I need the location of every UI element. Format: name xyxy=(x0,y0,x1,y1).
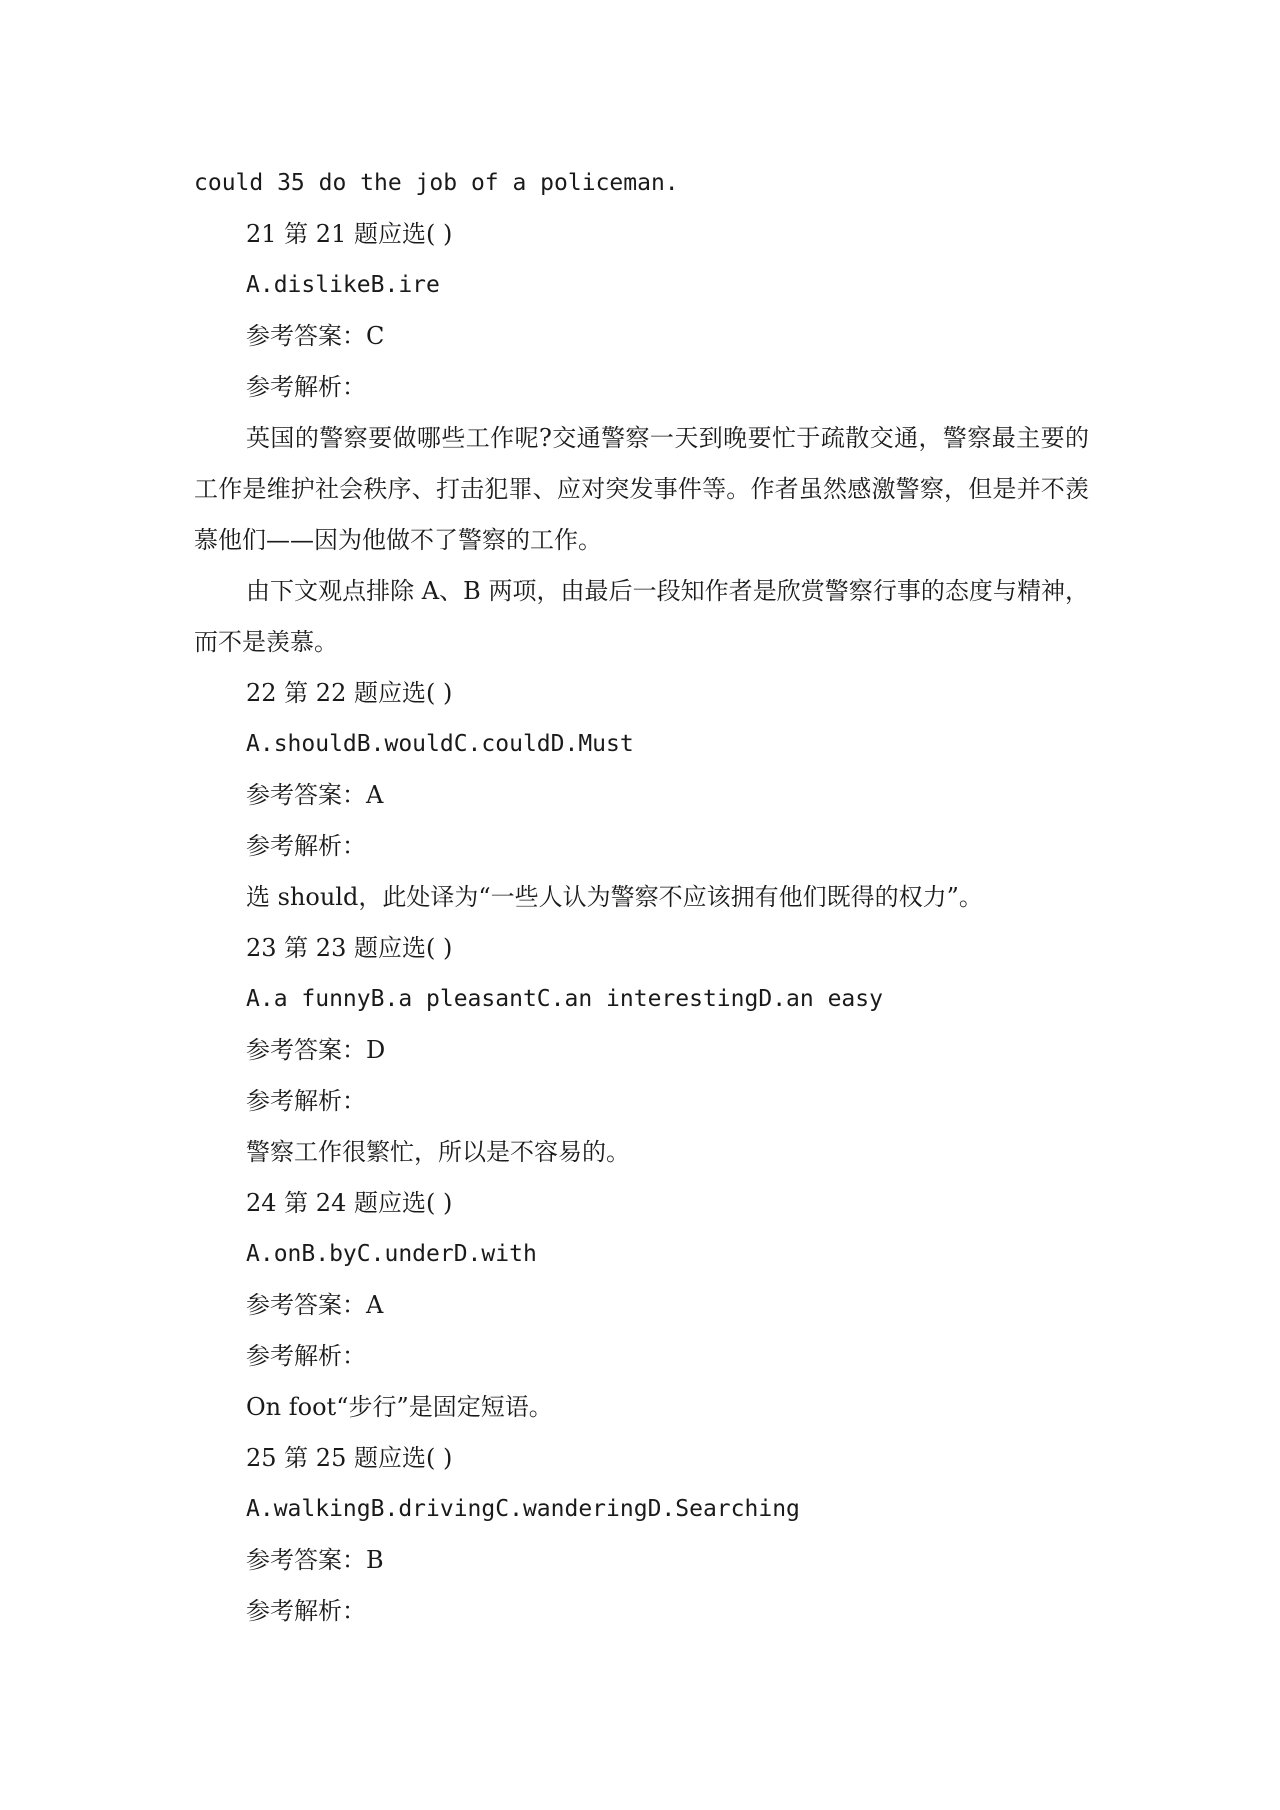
question-22-header: 22 第 22 题应选( ) xyxy=(246,679,453,707)
question-22-options: A.shouldB.wouldC.couldD.Must xyxy=(246,731,634,757)
question-25-answer: 参考答案：B xyxy=(246,1546,384,1574)
question-23-options: A.a funnyB.a pleasantC.an interestingD.an easy xyxy=(246,986,883,1012)
question-25-header: 25 第 25 题应选( ) xyxy=(246,1444,453,1472)
question-23-answer: 参考答案：D xyxy=(246,1036,386,1064)
question-21-analysis-paragraph-2: 由下文观点排除 A、B 两项，由最后一段知作者是欣赏警察行事的态度与精神，而不是羡慕。 xyxy=(194,577,1089,656)
question-25-analysis-label: 参考解析： xyxy=(246,1597,366,1625)
document-body xyxy=(194,158,1089,1637)
question-21-options: A.dislikeB.ire xyxy=(246,272,440,298)
question-21-header: 21 第 21 题应选( ) xyxy=(246,220,453,248)
question-24-options: A.onB.byC.underD.with xyxy=(246,1241,537,1267)
question-22-analysis-text: 选 should，此处译为“一些人认为警察不应该拥有他们既得的权力”。 xyxy=(246,883,983,911)
question-21-analysis-paragraph-1: 英国的警察要做哪些工作呢?交通警察一天到晚要忙于疏散交通，警察最主要的工作是维护社会秩序、打击犯罪、应对突发事件等。作者虽然感激警察，但是并不羡慕他们——因为他做不了警察的工作。 xyxy=(194,424,1089,554)
question-23-analysis-label: 参考解析： xyxy=(246,1087,366,1115)
question-22-answer: 参考答案：A xyxy=(246,781,384,809)
question-21-analysis-label: 参考解析： xyxy=(246,373,366,401)
question-24-analysis-text: On foot“步行”是固定短语。 xyxy=(246,1393,553,1421)
passage-continuation: could 35 do the job of a policeman. xyxy=(194,170,679,196)
question-23-header: 23 第 23 题应选( ) xyxy=(246,934,453,962)
question-23-analysis-text: 警察工作很繁忙，所以是不容易的。 xyxy=(246,1138,630,1166)
question-24-analysis-label: 参考解析： xyxy=(246,1342,366,1370)
question-25-options: A.walkingB.drivingC.wanderingD.Searching xyxy=(246,1496,800,1522)
question-22-analysis-label: 参考解析： xyxy=(246,832,366,860)
question-24-header: 24 第 24 题应选( ) xyxy=(246,1189,453,1217)
question-21-answer: 参考答案：C xyxy=(246,322,385,350)
question-24-answer: 参考答案：A xyxy=(246,1291,384,1319)
